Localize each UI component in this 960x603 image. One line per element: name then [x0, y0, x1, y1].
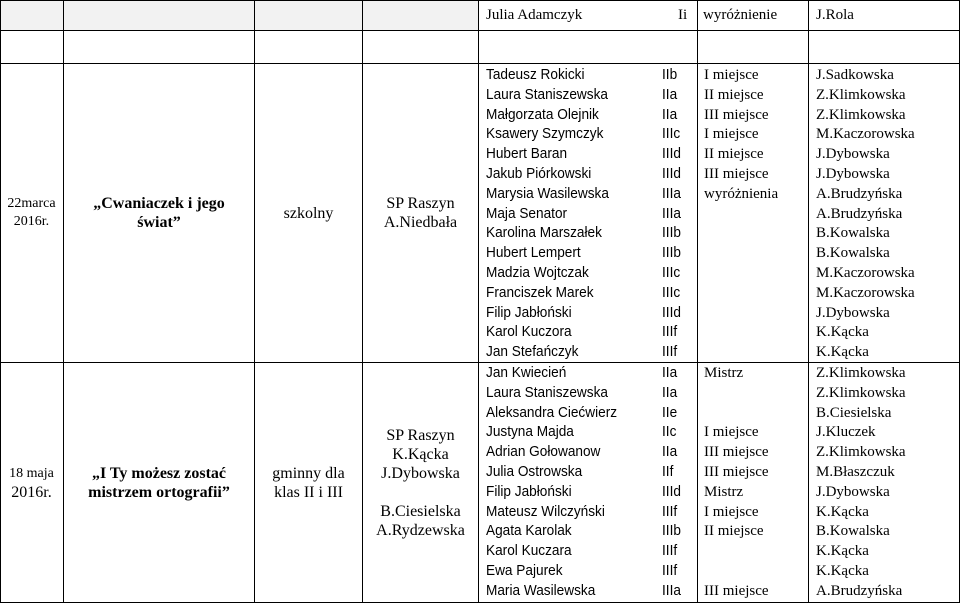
entry-student: Franciszek Marek	[486, 284, 594, 301]
event2-result-list	[704, 364, 769, 602]
entry-student: Jakub Piórkowski	[486, 165, 592, 182]
entry-result	[704, 244, 778, 264]
entry-class: IIa	[662, 86, 678, 103]
entry-student: Filip Jabłoński	[486, 483, 572, 500]
entry-student: Marysia Wasilewska	[486, 185, 609, 202]
entry-teacher: K.Kącka	[816, 503, 869, 520]
entry-class: IIIf	[662, 503, 678, 520]
entry-student: Filip Jabłoński	[486, 304, 572, 321]
entry-teacher: K.Kącka	[816, 324, 869, 341]
entry-result: II miejsce	[704, 523, 764, 540]
entry-result: I miejsce	[704, 503, 759, 520]
entry-student: Madzia Wojtczak	[486, 264, 589, 281]
entry-student: Karolina Marszałek	[486, 225, 602, 242]
entry-class: IIc	[662, 424, 677, 441]
event1-class-list	[662, 66, 681, 363]
entry-student: Małgorzata Olejnik	[486, 106, 599, 123]
entry-student: Maja Senator	[486, 205, 568, 222]
entry-class: IIId	[662, 483, 681, 500]
entry-result	[704, 343, 778, 363]
entry-result: III miejsce	[704, 463, 769, 480]
entry-teacher: A.Brudzyńska	[816, 582, 903, 599]
entry-class: IIId	[662, 146, 681, 163]
entry-class: IIIc	[662, 126, 681, 143]
entry-class: IIf	[662, 463, 674, 480]
entry-class: IIb	[662, 67, 678, 83]
entry-teacher: M.Błaszczuk	[816, 463, 895, 480]
event2-title: „I Ty możesz zostać mistrzem ortografii”	[88, 464, 230, 501]
event1-date-year: 2016r.	[13, 214, 50, 229]
event1-organizer: SP Raszyn	[386, 195, 455, 212]
entry-class: IIIf	[662, 324, 678, 341]
entry-result	[704, 542, 769, 562]
entry-student: Aleksandra Ciećwierz	[486, 404, 618, 421]
entry-result	[704, 264, 778, 284]
entry-result: III miejsce	[704, 165, 769, 182]
entry-class: IIIb	[662, 523, 681, 540]
entry-student: Adrian Gołowanow	[486, 444, 601, 461]
entry-class: IIa	[662, 106, 678, 123]
entry-teacher: B.Kowalska	[816, 523, 890, 540]
entry-student: Ewa Pajurek	[486, 562, 563, 579]
event2-student-list	[486, 364, 617, 602]
entry-class: IIId	[662, 165, 681, 182]
entry-result: II miejsce	[704, 146, 764, 163]
event1-date-day: 22marca	[7, 196, 56, 211]
entry-result	[704, 384, 769, 404]
entry-class: IIIb	[662, 225, 681, 242]
entry-student: Ksawery Szymczyk	[486, 126, 604, 143]
entry-result: Mistrz	[704, 483, 744, 500]
event1-title: „Cwaniaczek i jego świat”	[93, 195, 225, 231]
event1-student-list	[486, 66, 609, 363]
entry-teacher: A.Brudzyńska	[816, 185, 903, 202]
entry-result: III miejsce	[704, 106, 769, 123]
entry-class: IIIa	[662, 582, 681, 599]
entry-teacher: Z.Klimkowska	[816, 106, 906, 123]
entry-student: Agata Karolak	[486, 523, 572, 540]
event2-organizer: A.Rydzewska	[376, 521, 465, 539]
entry-result	[704, 404, 769, 424]
entry-student: Mateusz Wilczyński	[486, 503, 605, 520]
entry-class: IIIa	[662, 205, 681, 222]
entry-teacher: Z.Klimkowska	[816, 365, 906, 381]
entry-teacher: K.Kącka	[816, 543, 869, 560]
entry-student: Justyna Majda	[486, 424, 574, 441]
entry-result	[704, 304, 778, 324]
entry-class: IIIf	[662, 344, 678, 361]
entry-teacher: B.Ciesielska	[816, 404, 892, 421]
entry-result: I miejsce	[704, 126, 759, 143]
top-row-student: Julia Adamczyk	[486, 7, 583, 23]
event2-organizer: B.Ciesielska	[380, 502, 461, 520]
entry-student: Laura Staniszewska	[486, 86, 608, 103]
event1-title-cell	[64, 64, 254, 362]
top-row-teacher: J.Rola	[816, 7, 854, 23]
entry-result: III miejsce	[704, 444, 769, 461]
entry-result	[704, 562, 769, 582]
entry-teacher: M.Kaczorowska	[816, 284, 915, 301]
entry-class: IIe	[662, 404, 678, 421]
entry-teacher: B.Kowalska	[816, 245, 890, 262]
top-row-result: wyróżnienie	[703, 7, 778, 23]
header-row-shading	[0, 0, 478, 30]
entry-teacher: Z.Klimkowska	[816, 444, 906, 461]
entry-teacher: J.Dybowska	[816, 304, 890, 321]
event2-level-cell	[255, 363, 362, 602]
entry-student: Karol Kuczora	[486, 324, 572, 341]
entry-result	[704, 224, 778, 244]
entry-student: Hubert Baran	[486, 146, 568, 163]
entry-teacher: J.Sadkowska	[816, 67, 894, 83]
entry-teacher: A.Brudzyńska	[816, 205, 903, 222]
entry-student: Julia Ostrowska	[486, 463, 583, 480]
entry-teacher: B.Kowalska	[816, 225, 890, 242]
entry-teacher: K.Kącka	[816, 344, 869, 361]
entry-student: Jan Stefańczyk	[486, 344, 579, 361]
entry-teacher: J.Dybowska	[816, 165, 890, 182]
entry-result: III miejsce	[704, 582, 769, 599]
event1-organizers-cell	[363, 64, 478, 362]
entry-result: II miejsce	[704, 86, 764, 103]
entry-teacher: Z.Klimkowska	[816, 384, 906, 401]
event2-teacher-list	[816, 364, 906, 602]
event2-organizers-cell	[363, 363, 478, 602]
event1-level-cell	[255, 64, 362, 362]
entry-class: IIIa	[662, 185, 681, 202]
event1-teacher-list	[816, 66, 915, 363]
entry-class: IIIc	[662, 284, 681, 301]
entry-class: IIId	[662, 304, 681, 321]
entry-result: wyróżnienia	[704, 185, 779, 202]
entry-teacher: J.Kluczek	[816, 424, 876, 441]
entry-student: Tadeusz Rokicki	[486, 67, 585, 83]
entry-student: Laura Staniszewska	[486, 384, 608, 401]
entry-teacher: Z.Klimkowska	[816, 86, 906, 103]
event1-level: szkolny	[283, 204, 334, 222]
entry-student: Karol Kuczara	[486, 543, 572, 560]
entry-student: Hubert Lempert	[486, 245, 581, 262]
entry-class: IIIc	[662, 264, 681, 281]
top-row-class: Ii	[678, 7, 688, 23]
entry-result	[704, 205, 778, 225]
entry-teacher: J.Dybowska	[816, 483, 890, 500]
event2-date-cell	[0, 363, 63, 602]
entry-class: IIIf	[662, 562, 678, 579]
entry-result: I miejsce	[704, 67, 759, 83]
entry-class: IIa	[662, 365, 678, 381]
event2-level: gminny dla klas II i III	[272, 464, 345, 501]
entry-teacher: M.Kaczorowska	[816, 126, 915, 143]
event2-organizer: J.Dybowska	[381, 464, 460, 482]
entry-class: IIa	[662, 444, 678, 461]
entry-result: I miejsce	[704, 424, 759, 441]
event1-organizer: A.Niedbała	[383, 214, 458, 231]
event2-date-year: 2016r.	[11, 483, 52, 501]
entry-teacher: K.Kącka	[816, 562, 869, 579]
event1-date-cell	[0, 64, 63, 362]
event1-result-list	[704, 66, 778, 363]
entry-teacher: J.Dybowska	[816, 146, 890, 163]
event2-organizer: K.Kącka	[392, 445, 449, 463]
entry-class: IIIb	[662, 245, 681, 262]
entry-student: Jan Kwiecień	[486, 365, 567, 381]
event2-title-cell	[64, 363, 254, 602]
entry-class: IIIf	[662, 543, 678, 560]
entry-class: IIa	[662, 384, 678, 401]
event2-organizer: SP Raszyn	[386, 426, 455, 444]
entry-result	[704, 323, 778, 343]
event2-class-list	[662, 364, 681, 602]
entry-teacher: M.Kaczorowska	[816, 264, 915, 281]
entry-student: Maria Wasilewska	[486, 582, 596, 599]
event2-date-day: 18 maja	[9, 465, 54, 481]
entry-result: Mistrz	[704, 365, 744, 381]
entry-result	[704, 284, 778, 304]
